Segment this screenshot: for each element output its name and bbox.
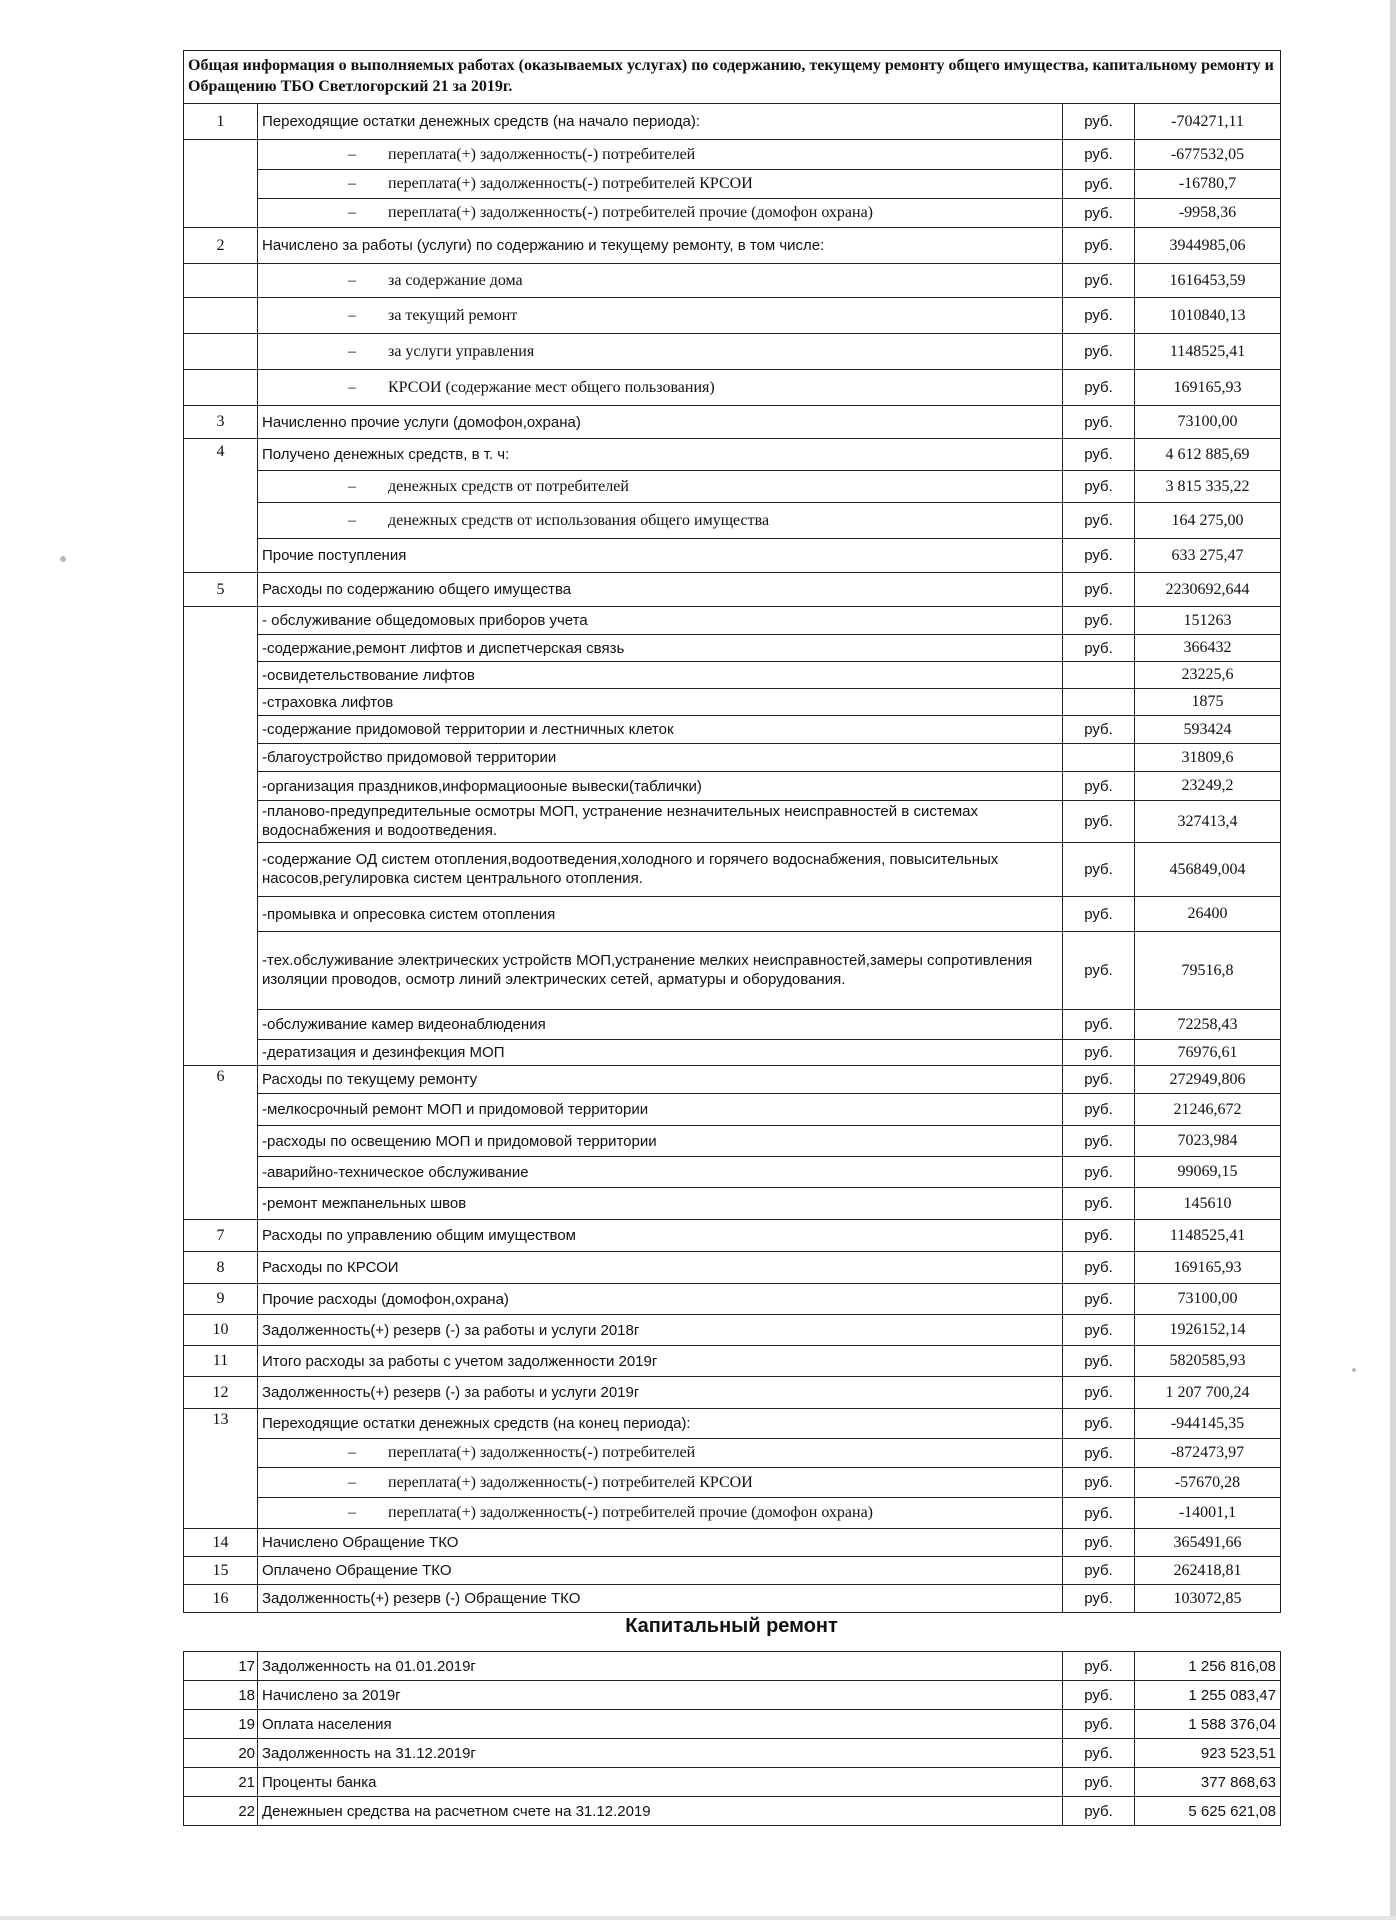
row-label: Начислено за работы (услуги) по содержанию и текущему ремонту, в том числе: (258, 228, 1063, 264)
unit-cell: руб. (1063, 1768, 1135, 1797)
row-label: Расходы по содержанию общего имущества (258, 573, 1063, 607)
row-label: -содержание ОД систем отопления,водоотведения,холодного и горячего водоснабжения, повысительных насосов,регулировка систем центрального отопления. (258, 843, 1063, 897)
unit-cell: руб. (1063, 1094, 1135, 1126)
table-row (184, 1529, 1281, 1557)
value-cell: 1 256 816,08 (1135, 1652, 1281, 1681)
unit-cell: руб. (1063, 843, 1135, 897)
unit-cell: руб. (1063, 1585, 1135, 1613)
row-label: Проценты банка (258, 1768, 1063, 1797)
empty-number-cell (184, 264, 258, 298)
value-cell: 21246,672 (1135, 1094, 1281, 1126)
table-row (184, 1346, 1281, 1377)
row-label: Задолженность на 01.01.2019г (258, 1652, 1063, 1681)
row-number: 4 (184, 439, 258, 573)
report-sheet (183, 50, 1280, 1826)
value-cell: 272949,806 (1135, 1066, 1281, 1094)
row-number: 16 (184, 1585, 258, 1613)
value-cell: -704271,11 (1135, 104, 1281, 140)
value-cell: 3944985,06 (1135, 228, 1281, 264)
empty-number-cell (184, 370, 258, 406)
value-cell: -57670,28 (1135, 1468, 1281, 1498)
value-cell: -944145,35 (1135, 1409, 1281, 1439)
value-cell: 593424 (1135, 716, 1281, 744)
table-row (184, 370, 1281, 406)
row-label: – переплата(+) задолженность(-) потребителей (258, 1439, 1063, 1468)
value-cell: 26400 (1135, 897, 1281, 932)
value-cell: 23249,2 (1135, 772, 1281, 801)
table-row (184, 1768, 1281, 1797)
row-number: 10 (184, 1315, 258, 1346)
unit-cell: руб. (1063, 1010, 1135, 1040)
table-row (184, 1066, 1281, 1094)
row-label: -содержание,ремонт лифтов и диспетчерская связь (258, 635, 1063, 662)
table-row (184, 298, 1281, 334)
value-cell: 79516,8 (1135, 932, 1281, 1010)
row-label: Расходы по КРСОИ (258, 1252, 1063, 1284)
table-row (184, 503, 1281, 539)
unit-cell: руб. (1063, 1797, 1135, 1826)
table-row (184, 1010, 1281, 1040)
empty-number-cell (184, 334, 258, 370)
main-table (183, 50, 1281, 1613)
unit-cell: руб. (1063, 1066, 1135, 1094)
table-row (184, 228, 1281, 264)
row-label: – за текущий ремонт (258, 298, 1063, 334)
row-label: Начисленно прочие услуги (домофон,охрана) (258, 406, 1063, 439)
table-row (184, 104, 1281, 140)
row-label: -страховка лифтов (258, 689, 1063, 716)
row-label: – переплата(+) задолженность(-) потребителей КРСОИ (258, 1468, 1063, 1498)
row-label: – денежных средств от использования общего имущества (258, 503, 1063, 539)
row-number: 13 (184, 1409, 258, 1529)
table-row (184, 1409, 1281, 1439)
row-label: -дератизация и дезинфекция МОП (258, 1040, 1063, 1066)
row-label: – за услуги управления (258, 334, 1063, 370)
value-cell: 1926152,14 (1135, 1315, 1281, 1346)
table-row (184, 140, 1281, 170)
table-row (184, 801, 1281, 843)
capital-repair-section (183, 1651, 1280, 1826)
table-row (184, 1188, 1281, 1220)
unit-cell-empty (1063, 662, 1135, 689)
table-row (184, 1284, 1281, 1315)
value-cell: 1 207 700,24 (1135, 1377, 1281, 1409)
value-cell: 1 588 376,04 (1135, 1710, 1281, 1739)
capital-repair-heading: Капитальный ремонт (625, 1615, 838, 1637)
value-cell: -14001,1 (1135, 1498, 1281, 1529)
table-row (184, 1220, 1281, 1252)
table-row (184, 716, 1281, 744)
unit-cell: руб. (1063, 140, 1135, 170)
row-label: Переходящие остатки денежных средств (на конец периода): (258, 1409, 1063, 1439)
value-cell: 1148525,41 (1135, 1220, 1281, 1252)
table-row (184, 1094, 1281, 1126)
row-label: – переплата(+) задолженность(-) потребителей КРСОИ (258, 170, 1063, 199)
table-row (184, 1585, 1281, 1613)
unit-cell: руб. (1063, 1315, 1135, 1346)
row-label: -содержание придомовой территории и лестничных клеток (258, 716, 1063, 744)
row-number: 8 (184, 1252, 258, 1284)
row-label: -аварийно-техническое обслуживание (258, 1157, 1063, 1188)
unit-cell: руб. (1063, 772, 1135, 801)
table-row (184, 539, 1281, 573)
unit-cell: руб. (1063, 1252, 1135, 1284)
row-label: -организация праздников,информациооные вывески(таблички) (258, 772, 1063, 801)
row-label: Прочие поступления (258, 539, 1063, 573)
unit-cell: руб. (1063, 1377, 1135, 1409)
table-row (184, 1439, 1281, 1468)
row-number: 3 (184, 406, 258, 439)
row-label: Задолженность(+) резерв (-) Обращение ТКО (258, 1585, 1063, 1613)
value-cell: 1010840,13 (1135, 298, 1281, 334)
row-label: – переплата(+) задолженность(-) потребителей прочие (домофон охрана) (258, 1498, 1063, 1529)
row-number: 9 (184, 1284, 258, 1315)
unit-cell-empty (1063, 744, 1135, 772)
value-cell: 633 275,47 (1135, 539, 1281, 573)
table-row (184, 1157, 1281, 1188)
value-cell: 151263 (1135, 607, 1281, 635)
table-row (184, 1498, 1281, 1529)
row-number: 12 (184, 1377, 258, 1409)
row-label: -промывка и опресовка систем отопления (258, 897, 1063, 932)
row-label: Задолженность(+) резерв (-) за работы и услуги 2019г (258, 1377, 1063, 1409)
table-row (184, 1377, 1281, 1409)
value-cell: 923 523,51 (1135, 1739, 1281, 1768)
value-cell: 2230692,644 (1135, 573, 1281, 607)
value-cell: 7023,984 (1135, 1126, 1281, 1157)
table-row (184, 897, 1281, 932)
unit-cell: руб. (1063, 503, 1135, 539)
empty-number-cell (184, 607, 258, 1066)
row-label: -благоустройство придомовой территории (258, 744, 1063, 772)
table-row (184, 1468, 1281, 1498)
row-number: 6 (184, 1066, 258, 1220)
unit-cell: руб. (1063, 1157, 1135, 1188)
table-row (184, 607, 1281, 635)
row-label: Итого расходы за работы с учетом задолженности 2019г (258, 1346, 1063, 1377)
table-row (184, 439, 1281, 471)
unit-cell: руб. (1063, 1557, 1135, 1585)
value-cell: 1148525,41 (1135, 334, 1281, 370)
row-label: Задолженность(+) резерв (-) за работы и услуги 2018г (258, 1315, 1063, 1346)
unit-cell: руб. (1063, 801, 1135, 843)
table-row (184, 1252, 1281, 1284)
row-label: -тех.обслуживание электрических устройств МОП,устранение мелких неисправностей,замеры сопротивления изоляции проводов, осмотр линий электрических сетей, арматуры и оборудования. (258, 932, 1063, 1010)
value-cell: 456849,004 (1135, 843, 1281, 897)
table-row (184, 406, 1281, 439)
document-title: Общая информация о выполняемых работах (оказываемых услугах) по содержанию, текущему ремонту общего имущества, капитальному ремонту и Обращению ТБО Светлогорский 21 за 2019г. (184, 51, 1281, 104)
unit-cell: руб. (1063, 334, 1135, 370)
row-label: -планово-предупредительные осмотры МОП, устранение незначительных неисправностей в системах водоснабжения и водоотведения. (258, 801, 1063, 843)
table-row (184, 772, 1281, 801)
value-cell: 72258,43 (1135, 1010, 1281, 1040)
row-label: Получено денежных средств, в т. ч: (258, 439, 1063, 471)
value-cell: 31809,6 (1135, 744, 1281, 772)
unit-cell: руб. (1063, 1346, 1135, 1377)
row-number: 20 (184, 1739, 258, 1768)
row-label: Денежныен средства на расчетном счете на 31.12.2019 (258, 1797, 1063, 1826)
row-number: 1 (184, 104, 258, 140)
value-cell: 164 275,00 (1135, 503, 1281, 539)
value-cell: 73100,00 (1135, 1284, 1281, 1315)
table-row (184, 1797, 1281, 1826)
row-number: 22 (184, 1797, 258, 1826)
row-number: 7 (184, 1220, 258, 1252)
unit-cell: руб. (1063, 439, 1135, 471)
row-label: -мелкосрочный ремонт МОП и придомовой территории (258, 1094, 1063, 1126)
unit-cell: руб. (1063, 170, 1135, 199)
title-row (184, 51, 1281, 104)
value-cell: 145610 (1135, 1188, 1281, 1220)
row-label: -обслуживание камер видеонаблюдения (258, 1010, 1063, 1040)
value-cell: 327413,4 (1135, 801, 1281, 843)
value-cell: -872473,97 (1135, 1439, 1281, 1468)
row-label: – денежных средств от потребителей (258, 471, 1063, 503)
row-label: - обслуживание общедомовых приборов учета (258, 607, 1063, 635)
value-cell: 169165,93 (1135, 370, 1281, 406)
unit-cell: руб. (1063, 1409, 1135, 1439)
unit-cell: руб. (1063, 897, 1135, 932)
row-number: 21 (184, 1768, 258, 1797)
value-cell: -9958,36 (1135, 199, 1281, 228)
row-label: Прочие расходы (домофон,охрана) (258, 1284, 1063, 1315)
table-row (184, 1315, 1281, 1346)
value-cell: 73100,00 (1135, 406, 1281, 439)
value-cell: 76976,61 (1135, 1040, 1281, 1066)
unit-cell: руб. (1063, 716, 1135, 744)
scan-edge (1390, 0, 1396, 1920)
row-label: – за содержание дома (258, 264, 1063, 298)
row-label: – переплата(+) задолженность(-) потребителей (258, 140, 1063, 170)
unit-cell: руб. (1063, 1284, 1135, 1315)
table-row (184, 932, 1281, 1010)
row-number: 15 (184, 1557, 258, 1585)
row-label: Оплачено Обращение ТКО (258, 1557, 1063, 1585)
unit-cell: руб. (1063, 573, 1135, 607)
unit-cell: руб. (1063, 1739, 1135, 1768)
unit-cell: руб. (1063, 1468, 1135, 1498)
value-cell: 377 868,63 (1135, 1768, 1281, 1797)
unit-cell: руб. (1063, 406, 1135, 439)
unit-cell: руб. (1063, 471, 1135, 503)
value-cell: 3 815 335,22 (1135, 471, 1281, 503)
row-number: 18 (184, 1681, 258, 1710)
unit-cell: руб. (1063, 228, 1135, 264)
unit-cell: руб. (1063, 539, 1135, 573)
row-number: 17 (184, 1652, 258, 1681)
value-cell: 262418,81 (1135, 1557, 1281, 1585)
unit-cell: руб. (1063, 635, 1135, 662)
table-row (184, 662, 1281, 689)
table-row (184, 635, 1281, 662)
value-cell: 103072,85 (1135, 1585, 1281, 1613)
table-row (184, 1652, 1281, 1681)
table-row (184, 170, 1281, 199)
row-label: Оплата населения (258, 1710, 1063, 1739)
row-label: – переплата(+) задолженность(-) потребителей прочие (домофон охрана) (258, 199, 1063, 228)
table-row (184, 1739, 1281, 1768)
unit-cell: руб. (1063, 104, 1135, 140)
unit-cell: руб. (1063, 1529, 1135, 1557)
unit-cell: руб. (1063, 1126, 1135, 1157)
scan-speck (60, 556, 66, 562)
scan-speck (1352, 1368, 1356, 1372)
table-row (184, 689, 1281, 716)
table-row (184, 843, 1281, 897)
table-row (184, 1040, 1281, 1066)
unit-cell: руб. (1063, 1681, 1135, 1710)
value-cell: 1875 (1135, 689, 1281, 716)
value-cell: 23225,6 (1135, 662, 1281, 689)
capital-table (183, 1651, 1281, 1826)
unit-cell: руб. (1063, 1710, 1135, 1739)
row-number: 19 (184, 1710, 258, 1739)
row-label: Начислено за 2019г (258, 1681, 1063, 1710)
value-cell: 365491,66 (1135, 1529, 1281, 1557)
unit-cell: руб. (1063, 1040, 1135, 1066)
unit-cell: руб. (1063, 1652, 1135, 1681)
row-label: Переходящие остатки денежных средств (на начало периода): (258, 104, 1063, 140)
value-cell: 1616453,59 (1135, 264, 1281, 298)
row-label: Расходы по управлению общим имуществом (258, 1220, 1063, 1252)
unit-cell: руб. (1063, 1498, 1135, 1529)
row-number: 5 (184, 573, 258, 607)
empty-number-cell (184, 298, 258, 334)
unit-cell: руб. (1063, 932, 1135, 1010)
table-row (184, 1557, 1281, 1585)
scan-bottom-edge (0, 1916, 1396, 1920)
table-row (184, 264, 1281, 298)
unit-cell: руб. (1063, 370, 1135, 406)
table-row (184, 471, 1281, 503)
value-cell: 99069,15 (1135, 1157, 1281, 1188)
unit-cell: руб. (1063, 199, 1135, 228)
row-label: -ремонт межпанельных швов (258, 1188, 1063, 1220)
unit-cell: руб. (1063, 264, 1135, 298)
unit-cell: руб. (1063, 1439, 1135, 1468)
value-cell: 169165,93 (1135, 1252, 1281, 1284)
table-row (184, 199, 1281, 228)
row-label: -освидетельствование лифтов (258, 662, 1063, 689)
unit-cell: руб. (1063, 298, 1135, 334)
row-number: 11 (184, 1346, 258, 1377)
value-cell: 4 612 885,69 (1135, 439, 1281, 471)
value-cell: -677532,05 (1135, 140, 1281, 170)
row-label: Расходы по текущему ремонту (258, 1066, 1063, 1094)
table-row (184, 334, 1281, 370)
table-row (184, 1710, 1281, 1739)
value-cell: 366432 (1135, 635, 1281, 662)
row-number: 2 (184, 228, 258, 264)
row-label: -расходы по освещению МОП и придомовой территории (258, 1126, 1063, 1157)
value-cell: 5820585,93 (1135, 1346, 1281, 1377)
row-label: – КРСОИ (содержание мест общего пользования) (258, 370, 1063, 406)
table-row (184, 1681, 1281, 1710)
table-row (184, 573, 1281, 607)
row-number: 14 (184, 1529, 258, 1557)
empty-number-cell (184, 140, 258, 228)
unit-cell: руб. (1063, 607, 1135, 635)
unit-cell: руб. (1063, 1188, 1135, 1220)
unit-cell-empty (1063, 689, 1135, 716)
row-label: Задолженность на 31.12.2019г (258, 1739, 1063, 1768)
value-cell: -16780,7 (1135, 170, 1281, 199)
table-row (184, 744, 1281, 772)
value-cell: 1 255 083,47 (1135, 1681, 1281, 1710)
row-label: Начислено Обращение ТКО (258, 1529, 1063, 1557)
value-cell: 5 625 621,08 (1135, 1797, 1281, 1826)
unit-cell: руб. (1063, 1220, 1135, 1252)
table-row (184, 1126, 1281, 1157)
